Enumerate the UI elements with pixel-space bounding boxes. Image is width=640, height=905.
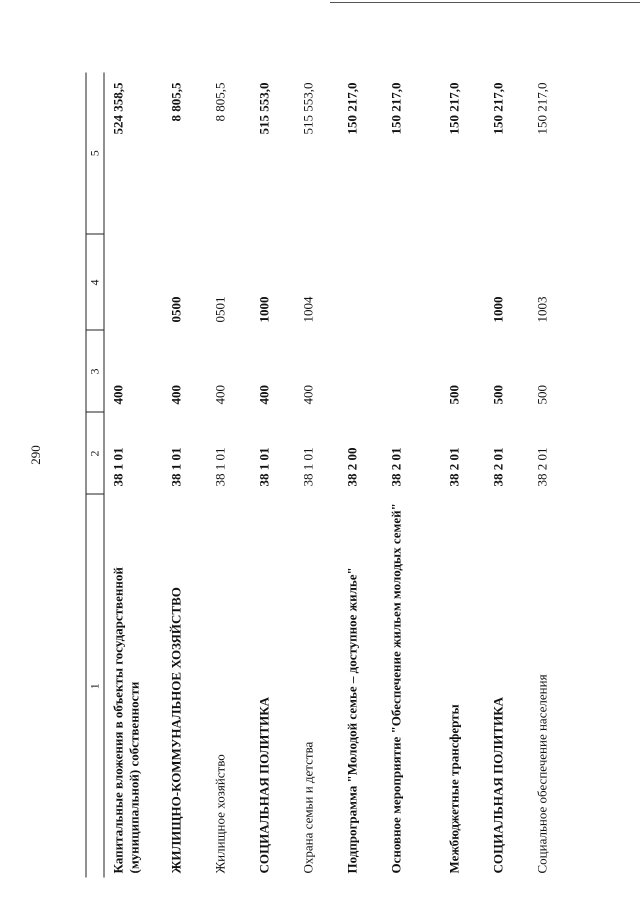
row-code: 38 1 01	[168, 447, 184, 487]
row-name: Жилищное хозяйство	[212, 754, 228, 874]
column-header-3: 3	[86, 331, 104, 413]
row-code: 38 2 01	[534, 447, 550, 487]
row-name: Капитальные вложения в объекты государственной (муниципальной) собственности	[110, 567, 142, 874]
row-name: Подпрограмма "Молодой семье – доступное жилье"	[344, 567, 360, 874]
table-row	[251, 73, 295, 878]
row-amount: 524 358,5	[110, 82, 126, 135]
row-name: СОЦИАЛЬНАЯ ПОЛИТИКА	[490, 696, 506, 874]
row-amount: 150 217,0	[534, 82, 550, 135]
row-c4: 0501	[212, 296, 228, 323]
budget-table	[86, 73, 573, 878]
table-row	[441, 73, 485, 878]
table-row	[485, 73, 529, 878]
column-header-1: 1	[86, 495, 104, 878]
row-amount: 8 805,5	[212, 82, 228, 122]
row-name: Охрана семьи и детства	[300, 741, 316, 874]
table-row	[383, 73, 441, 878]
row-name: СОЦИАЛЬНАЯ ПОЛИТИКА	[256, 696, 272, 874]
row-name: Основное мероприятие "Обеспечение жильем молодых семей"	[388, 503, 404, 874]
row-c3: 400	[110, 385, 126, 405]
row-c3	[339, 331, 383, 413]
row-name: ЖИЛИЩНО-КОММУНАЛЬНОЕ ХОЗЯЙСТВО	[168, 587, 184, 874]
table-row	[339, 73, 383, 878]
row-code: 38 2 01	[490, 447, 506, 487]
row-c3	[383, 331, 441, 413]
table-row	[163, 73, 207, 878]
row-c3: 400	[168, 385, 184, 405]
row-amount: 150 217,0	[388, 82, 404, 135]
row-c4: 1000	[490, 296, 506, 323]
row-amount: 150 217,0	[446, 82, 462, 135]
row-c4	[104, 235, 163, 331]
row-amount: 150 217,0	[344, 82, 360, 135]
row-code: 38 2 00	[344, 447, 360, 487]
row-c4: 1000	[256, 296, 272, 323]
table-row	[207, 73, 251, 878]
row-c3: 400	[300, 385, 316, 405]
row-name: Социальное обеспечение населения	[534, 674, 550, 874]
table-row	[104, 73, 163, 878]
budget-table-sheet	[86, 73, 550, 878]
row-c4: 1004	[300, 296, 316, 323]
row-code: 38 2 01	[388, 447, 404, 487]
row-c4	[339, 235, 383, 331]
row-c4	[441, 235, 485, 331]
column-header-4: 4	[86, 235, 104, 331]
top-rule	[330, 2, 640, 3]
row-code: 38 1 01	[110, 447, 126, 487]
row-c3: 500	[446, 385, 462, 405]
table-row	[295, 73, 339, 878]
row-amount: 515 553,0	[300, 82, 316, 135]
row-c3: 400	[212, 385, 228, 405]
row-amount: 515 553,0	[256, 82, 272, 135]
row-c3: 500	[490, 385, 506, 405]
row-c4: 0500	[168, 296, 184, 323]
table-row	[529, 73, 573, 878]
row-code: 38 1 01	[300, 447, 316, 487]
row-code: 38 1 01	[256, 447, 272, 487]
row-c4	[383, 235, 441, 331]
column-header-2: 2	[86, 413, 104, 495]
row-code: 38 2 01	[446, 447, 462, 487]
row-c3: 500	[534, 385, 550, 405]
header-row	[86, 73, 104, 878]
page-number: 290	[28, 445, 43, 465]
table-body	[104, 73, 573, 878]
row-amount: 150 217,0	[490, 82, 506, 135]
row-c4: 1003	[534, 296, 550, 323]
column-header-5: 5	[86, 73, 104, 235]
row-c3: 400	[256, 385, 272, 405]
row-amount: 8 805,5	[168, 82, 184, 122]
row-name: Межбюджетные трансферты	[446, 704, 462, 874]
row-code: 38 1 01	[212, 447, 228, 487]
